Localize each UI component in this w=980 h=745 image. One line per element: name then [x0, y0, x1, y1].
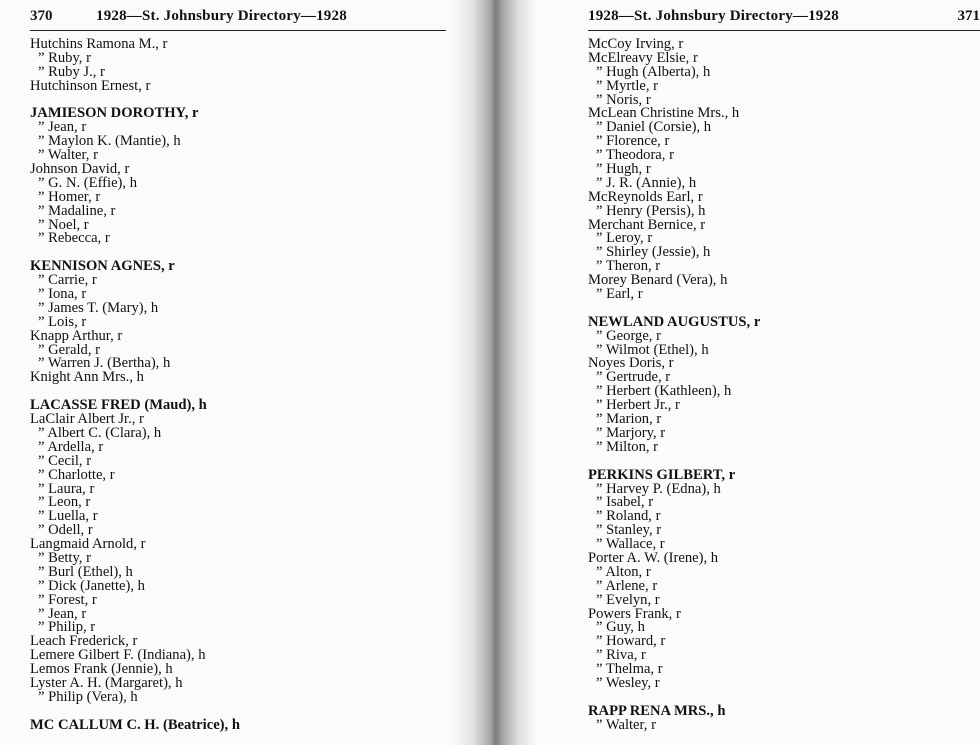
directory-entry: LaClair Albert Jr., r [30, 411, 144, 428]
directory-sub-entry: ” Herbert (Kathleen), h [596, 383, 732, 400]
directory-sub-entry: ” Cecil, r [38, 452, 92, 469]
directory-sub-entry: ” Riva, r [596, 647, 646, 664]
directory-sub-entry: ” Charlotte, r [38, 466, 115, 483]
directory-entry: McLean Christine Mrs., h [588, 105, 740, 122]
directory-sub-entry: ” Jean, r [38, 119, 87, 136]
directory-sub-entry: ” Ruby J., r [38, 63, 105, 80]
directory-sub-entry: ” Warren J. (Bertha), h [38, 355, 171, 372]
directory-sub-entry: ” Hugh, r [596, 161, 651, 178]
directory-sub-entry: ” Gerald, r [38, 341, 100, 358]
directory-entry: JAMIESON DOROTHY, r [30, 105, 199, 122]
directory-sub-entry: ” Madaline, r [38, 202, 116, 219]
directory-sub-entry: ” Arlene, r [596, 577, 658, 594]
directory-entry: Powers Frank, r [588, 605, 681, 622]
directory-sub-entry: ” Maylon K. (Mantie), h [38, 133, 181, 150]
directory-sub-entry: ” Theron, r [596, 258, 661, 275]
directory-sub-entry: ” Walter, r [38, 147, 98, 164]
directory-entry: KENNISON AGNES, r [30, 258, 175, 275]
directory-entry: Lemos Frank (Jennie), h [30, 661, 173, 678]
directory-sub-entry: ” Theodora, r [596, 147, 674, 164]
left-page-number: 370 [30, 8, 53, 24]
directory-sub-entry: ” Lois, r [38, 313, 87, 330]
directory-sub-entry: ” Laura, r [38, 480, 95, 497]
directory-entry: Leach Frederick, r [30, 633, 138, 650]
directory-entry: Knapp Arthur, r [30, 327, 123, 344]
directory-sub-entry: ” Betty, r [38, 549, 91, 566]
directory-sub-entry: ” Isabel, r [596, 494, 654, 511]
directory-sub-entry: ” Noel, r [38, 216, 89, 233]
directory-entry: MC CALLUM C. H. (Beatrice), h [30, 716, 240, 733]
directory-entry: Noyes Doris, r [588, 355, 674, 372]
right-page-header [588, 4, 980, 31]
directory-sub-entry: ” Shirley (Jessie), h [596, 244, 711, 261]
directory-entry: Porter A. W. (Irene), h [588, 549, 719, 566]
directory-sub-entry: ” Gertrude, r [596, 369, 671, 386]
directory-entry: Langmaid Arnold, r [30, 536, 146, 553]
directory-sub-entry: ” Evelyn, r [596, 591, 660, 608]
directory-sub-entry: ” Thelma, r [596, 661, 663, 678]
directory-sub-entry: ” Herbert Jr., r [596, 397, 680, 414]
directory-sub-entry: ” Jean, r [38, 605, 87, 622]
directory-sub-entry: ” Stanley, r [596, 522, 662, 539]
directory-sub-entry: ” Walter, r [596, 716, 656, 733]
right-page [514, 0, 980, 745]
directory-entry: PERKINS GILBERT, r [588, 466, 736, 483]
directory-entry: Hutchinson Ernest, r [30, 77, 151, 94]
directory-sub-entry: ” Earl, r [596, 286, 643, 303]
directory-sub-entry: ” Ruby, r [38, 49, 91, 66]
left-header-title: 1928—St. Johnsbury Directory—1928 [96, 8, 347, 24]
directory-sub-entry: ” James T. (Mary), h [38, 299, 159, 316]
directory-sub-entry: ” Guy, h [596, 619, 645, 636]
directory-sub-entry: ” Philip (Vera), h [38, 688, 138, 705]
directory-entry: McCoy Irving, r [588, 36, 684, 52]
directory-entry: Morey Benard (Vera), h [588, 272, 728, 289]
right-page-number: 371 [957, 8, 980, 24]
directory-entry: McElreavy Elsie, r [588, 49, 698, 66]
directory-sub-entry: ” Philip, r [38, 619, 96, 636]
directory-sub-entry: ” Wilmot (Ethel), h [596, 341, 709, 358]
directory-entry: NEWLAND AUGUSTUS, r [588, 313, 761, 330]
directory-entry: Johnson David, r [30, 161, 130, 178]
directory-sub-entry: ” Rebecca, r [38, 230, 110, 247]
directory-sub-entry: ” Iona, r [38, 286, 87, 303]
directory-sub-entry: ” Dick (Janette), h [38, 577, 145, 594]
left-page [0, 0, 486, 745]
directory-sub-entry: ” Ardella, r [38, 438, 104, 455]
directory-sub-entry: ” Forest, r [38, 591, 97, 608]
directory-sub-entry: ” Hugh (Alberta), h [596, 63, 711, 80]
directory-sub-entry: ” Henry (Persis), h [596, 202, 706, 219]
directory-entry: RAPP RENA MRS., h [588, 702, 726, 719]
left-entry-list [30, 38, 240, 733]
directory-sub-entry: ” Leon, r [38, 494, 91, 511]
directory-sub-entry: ” Homer, r [38, 188, 101, 205]
directory-sub-entry: ” George, r [596, 327, 661, 344]
directory-entry: Lemere Gilbert F. (Indiana), h [30, 647, 206, 664]
directory-sub-entry: ” Florence, r [596, 133, 670, 150]
directory-entry: Knight Ann Mrs., h [30, 369, 144, 386]
directory-entry: Merchant Bernice, r [588, 216, 706, 233]
directory-sub-entry: ” Myrtle, r [596, 77, 659, 94]
directory-sub-entry: ” Wesley, r [596, 674, 660, 691]
left-page-header [30, 4, 446, 31]
directory-sub-entry: ” Albert C. (Clara), h [38, 424, 162, 441]
directory-sub-entry: ” Marjory, r [596, 424, 666, 441]
directory-entry: LACASSE FRED (Maud), h [30, 397, 207, 414]
right-header-title: 1928—St. Johnsbury Directory—1928 [588, 8, 839, 24]
directory-sub-entry: ” Daniel (Corsie), h [596, 119, 712, 136]
directory-entry: Hutchins Ramona M., r [30, 36, 168, 52]
directory-sub-entry: ” Wallace, r [596, 536, 665, 553]
directory-sub-entry: ” Howard, r [596, 633, 666, 650]
directory-sub-entry: ” Noris, r [596, 91, 651, 108]
directory-sub-entry: ” Leroy, r [596, 230, 653, 247]
directory-sub-entry: ” Burl (Ethel), h [38, 563, 133, 580]
directory-sub-entry: ” Marion, r [596, 411, 662, 428]
right-entry-list [588, 38, 760, 733]
directory-sub-entry: ” Milton, r [596, 438, 659, 455]
directory-sub-entry: ” Luella, r [38, 508, 98, 525]
directory-sub-entry: ” Alton, r [596, 563, 651, 580]
directory-sub-entry: ” Carrie, r [38, 272, 97, 289]
directory-entry: McReynolds Earl, r [588, 188, 703, 205]
directory-entry: Lyster A. H. (Margaret), h [30, 674, 183, 691]
directory-sub-entry: ” Odell, r [38, 522, 93, 539]
directory-sub-entry: ” Harvey P. (Edna), h [596, 480, 721, 497]
directory-sub-entry: ” Roland, r [596, 508, 661, 525]
directory-sub-entry: ” J. R. (Annie), h [596, 174, 697, 191]
directory-sub-entry: ” G. N. (Effie), h [38, 174, 138, 191]
